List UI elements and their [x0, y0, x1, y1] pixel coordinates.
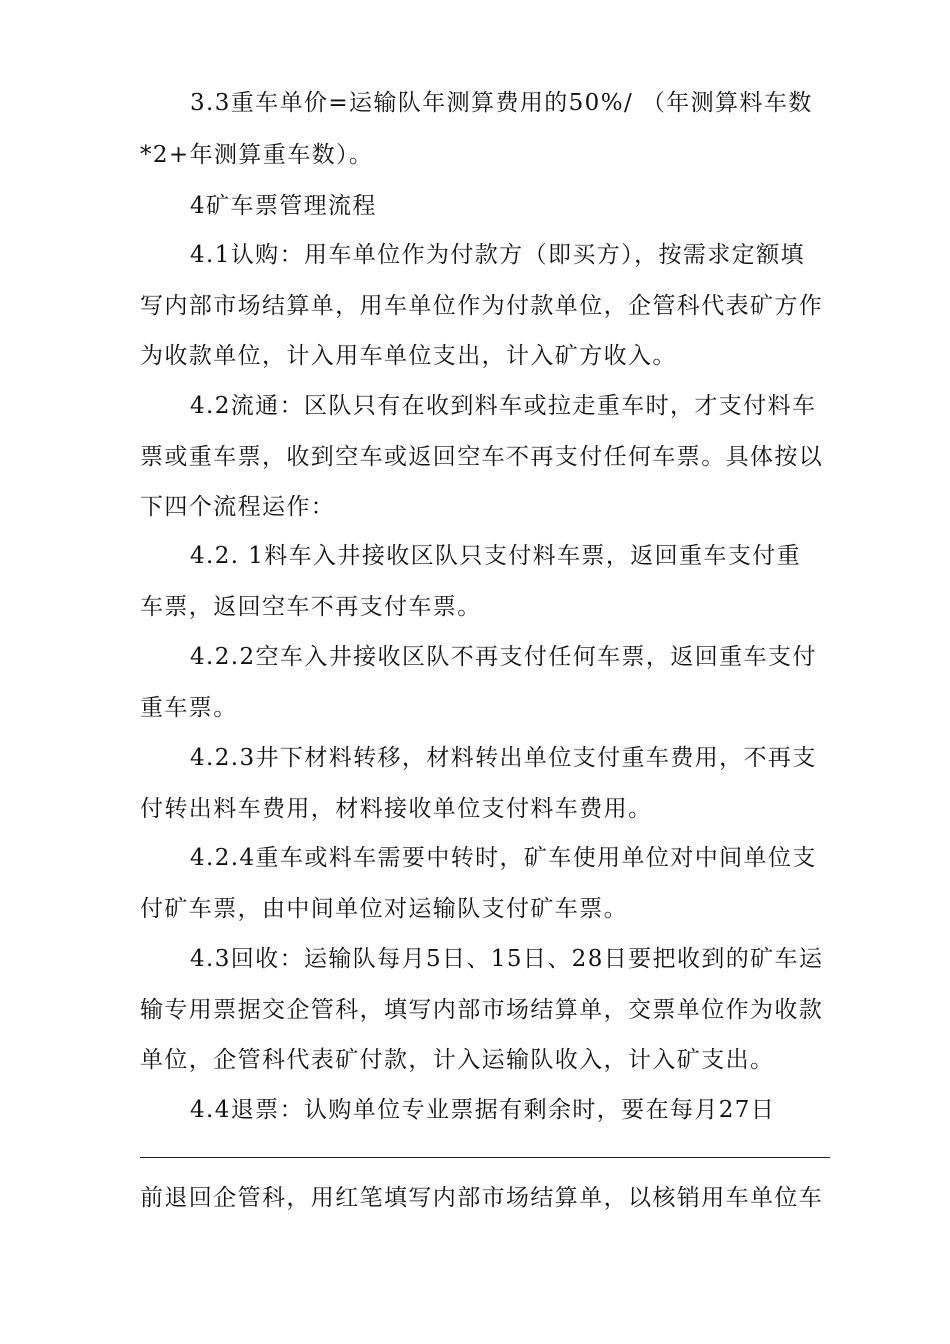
text-line: 4.2流通：区队只有在收到料车或拉走重车时，才支付料车 — [190, 393, 817, 419]
text-line: 为收款单位，计入用车单位支出，计入矿方收入。 — [140, 343, 677, 369]
text-line: 重车票。 — [140, 695, 238, 721]
text-line: 付转出料车费用，材料接收单位支付料车费用。 — [140, 796, 653, 822]
text-line: 票或重车票，收到空车或返回空车不再支付任何车票。具体按以 — [140, 444, 824, 470]
text-line: 4.2.3井下材料转移，材料转出单位支付重车费用，不再支 — [190, 745, 817, 771]
text-line: 4.3回收：运输队每月5日、15日、28日要把收到的矿车运 — [190, 946, 824, 972]
text-line: 下四个流程运作： — [140, 494, 336, 520]
text-line: 写内部市场结算单，用车单位作为付款单位，企管科代表矿方作 — [140, 293, 824, 319]
text-line: 付矿车票，由中间单位对运输队支付矿车票。 — [140, 896, 628, 922]
text-line: *2+年测算重车数）。 — [140, 142, 374, 168]
text-line: 4.2. 1料车入井接收区队只支付料车票，返回重车支付重 — [190, 543, 802, 569]
section-heading: 4矿车票管理流程 — [190, 193, 377, 219]
page-divider — [140, 1157, 830, 1158]
text-line: 车票，返回空车不再支付车票。 — [140, 594, 482, 620]
text-line: 4.2.2空车入井接收区队不再支付任何车票，返回重车支付 — [190, 644, 817, 670]
text-line: 前退回企管科，用红笔填写内部市场结算单，以核销用车单位车 — [140, 1185, 824, 1211]
text-line: 输专用票据交企管科，填写内部市场结算单，交票单位作为收款 — [140, 997, 824, 1023]
text-line: 3.3重车单价=运输队年测算费用的50%/ （年测算料车数 — [190, 90, 813, 116]
text-line: 单位，企管科代表矿付款，计入运输队收入，计入矿支出。 — [140, 1047, 775, 1073]
text-line: 4.1认购：用车单位作为付款方（即买方），按需求定额填 — [190, 242, 805, 268]
text-line: 4.4退票：认购单位专业票据有剩余时，要在每月27日 — [190, 1097, 776, 1123]
text-line: 4.2.4重车或料车需要中转时，矿车使用单位对中间单位支 — [190, 845, 817, 871]
